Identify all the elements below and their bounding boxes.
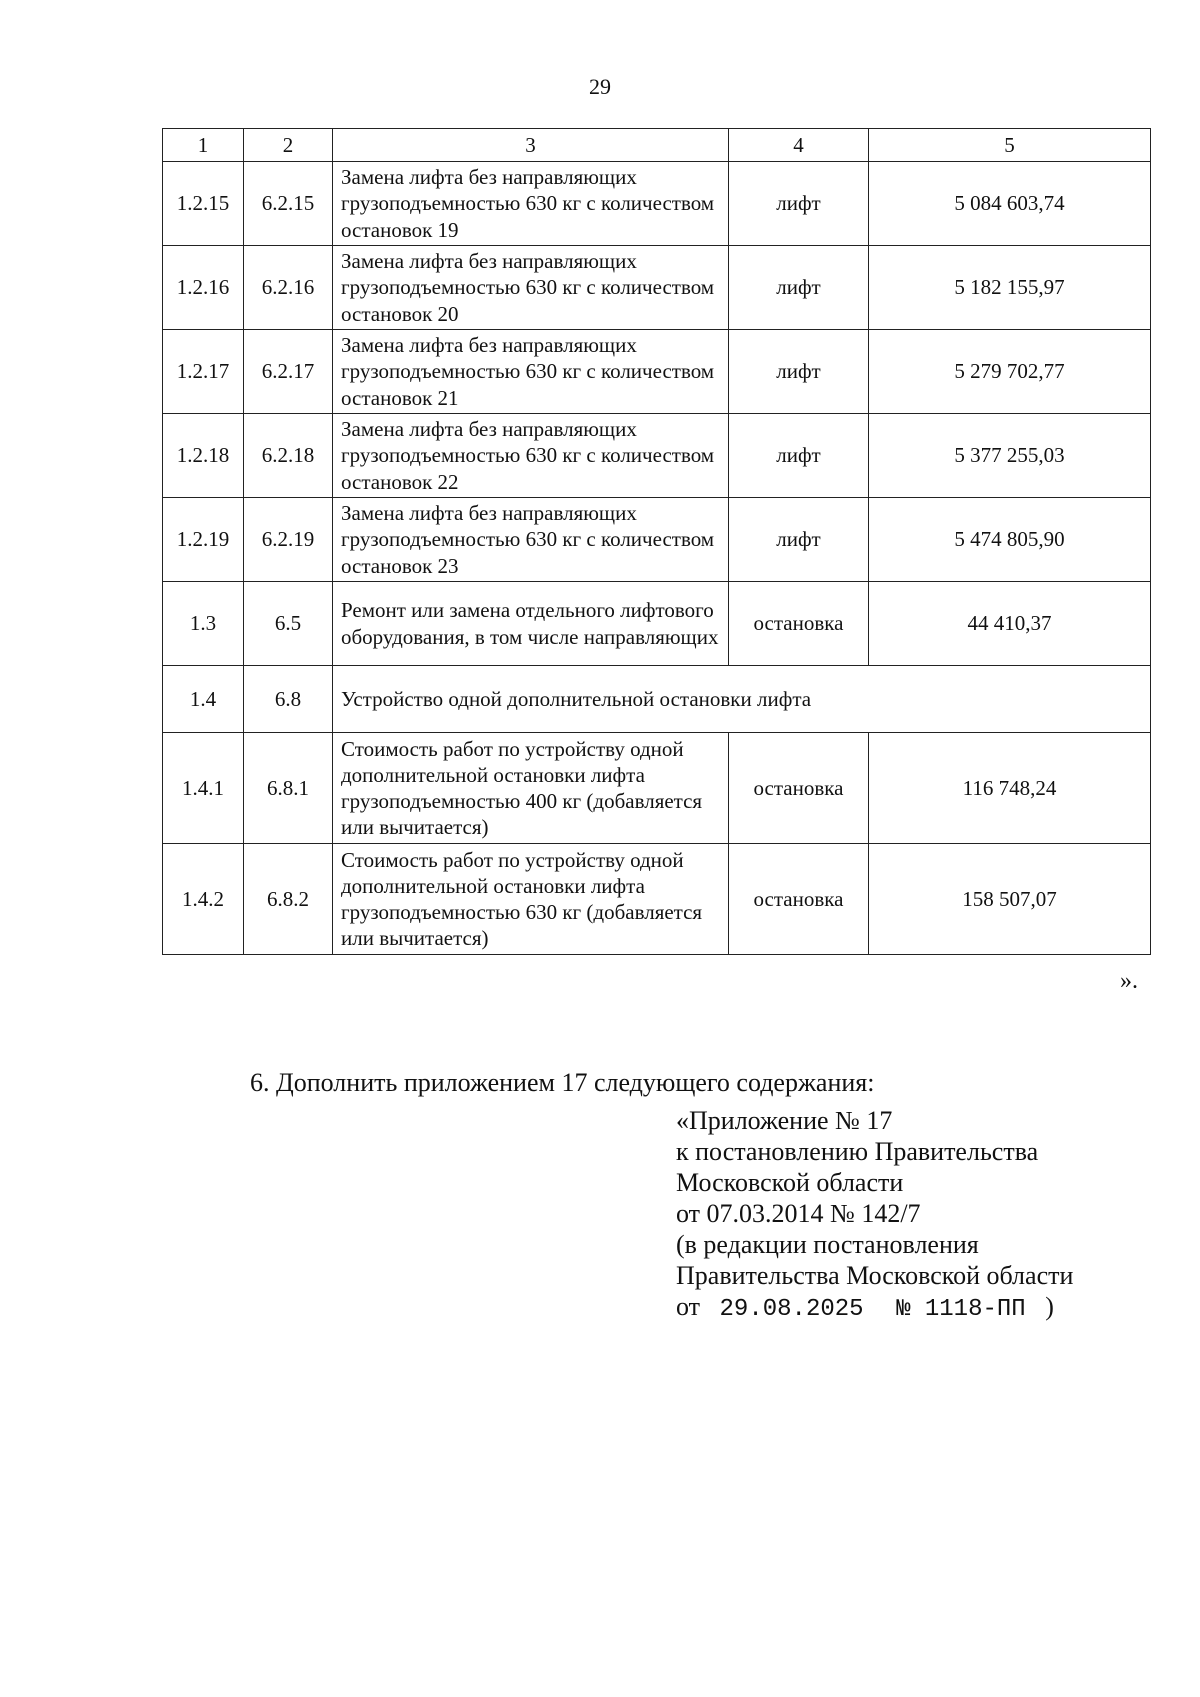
price-cell: 44 410,37 xyxy=(869,582,1151,666)
table-row xyxy=(163,582,1151,666)
appendix-line: от 07.03.2014 № 142/7 xyxy=(676,1199,921,1228)
description-cell: Замена лифта без направляющих грузоподъемностью 630 кг с количеством остановок 23 xyxy=(333,498,729,582)
code-cell: 6.8.2 xyxy=(244,844,333,955)
unit-cell: лифт xyxy=(729,330,869,414)
table-row xyxy=(163,246,1151,330)
price-cell: 5 279 702,77 xyxy=(869,330,1151,414)
appendix-line: (в редакции постановления xyxy=(676,1230,979,1259)
row-number-cell: 1.4.1 xyxy=(163,733,244,844)
code-cell: 6.2.16 xyxy=(244,246,333,330)
price-cell: 116 748,24 xyxy=(869,733,1151,844)
stamped-date: 29.08.2025 xyxy=(719,1296,864,1323)
unit-cell: остановка xyxy=(729,733,869,844)
row-number-cell: 1.3 xyxy=(163,582,244,666)
table-row xyxy=(163,414,1151,498)
price-cell: 5 377 255,03 xyxy=(869,414,1151,498)
description-cell: Ремонт или замена отдельного лифтового оборудования, в том числе направляющих xyxy=(333,582,729,666)
appendix-header xyxy=(676,1105,1073,1325)
description-cell: Замена лифта без направляющих грузоподъемностью 630 кг с количеством остановок 21 xyxy=(333,330,729,414)
row-number-cell: 1.2.17 xyxy=(163,330,244,414)
table-header-row xyxy=(163,129,1151,162)
row-number-cell: 1.2.18 xyxy=(163,414,244,498)
unit-cell: остановка xyxy=(729,582,869,666)
table-row xyxy=(163,844,1151,955)
unit-cell: лифт xyxy=(729,162,869,246)
row-number-cell: 1.2.19 xyxy=(163,498,244,582)
price-cell: 5 182 155,97 xyxy=(869,246,1151,330)
date-prefix: от xyxy=(676,1292,701,1321)
appendix-line: Правительства Московской области xyxy=(676,1261,1074,1290)
table-row xyxy=(163,498,1151,582)
description-cell: Замена лифта без направляющих грузоподъемностью 630 кг с количеством остановок 20 xyxy=(333,246,729,330)
code-cell: 6.8 xyxy=(244,666,333,733)
description-cell: Замена лифта без направляющих грузоподъемностью 630 кг с количеством остановок 22 xyxy=(333,414,729,498)
code-cell: 6.2.15 xyxy=(244,162,333,246)
code-cell: 6.2.18 xyxy=(244,414,333,498)
appendix-line-date xyxy=(676,1291,1073,1325)
row-number-cell: 1.2.15 xyxy=(163,162,244,246)
description-cell: Стоимость работ по устройству одной дополнительной остановки лифта грузоподъемностью 630 кг (добавляется или вычитается) xyxy=(333,844,729,955)
table-row xyxy=(163,162,1151,246)
stamped-number: № 1118-ПП xyxy=(896,1296,1026,1323)
appendix-line: Московской области xyxy=(676,1168,904,1197)
table-row xyxy=(163,666,1151,733)
price-cell: 5 084 603,74 xyxy=(869,162,1151,246)
unit-cell: лифт xyxy=(729,246,869,330)
code-cell: 6.2.19 xyxy=(244,498,333,582)
description-cell: Стоимость работ по устройству одной дополнительной остановки лифта грузоподъемностью 400 кг (добавляется или вычитается) xyxy=(333,733,729,844)
section-title-cell: Устройство одной дополнительной остановки лифта xyxy=(333,666,1151,733)
page-number: 29 xyxy=(589,74,611,99)
row-number-cell: 1.2.16 xyxy=(163,246,244,330)
row-number-cell: 1.4.2 xyxy=(163,844,244,955)
price-cell: 5 474 805,90 xyxy=(869,498,1151,582)
table-row xyxy=(163,733,1151,844)
unit-cell: остановка xyxy=(729,844,869,955)
header-cell: 3 xyxy=(333,129,729,162)
code-cell: 6.2.17 xyxy=(244,330,333,414)
appendix-line: «Приложение № 17 xyxy=(676,1106,893,1135)
description-cell: Замена лифта без направляющих грузоподъемностью 630 кг с количеством остановок 19 xyxy=(333,162,729,246)
price-table xyxy=(162,128,1151,955)
amendment-paragraph: 6. Дополнить приложением 17 следующего содержания: xyxy=(250,1068,875,1097)
closing-quote: ». xyxy=(1120,968,1138,994)
unit-cell: лифт xyxy=(729,498,869,582)
header-cell: 2 xyxy=(244,129,333,162)
code-cell: 6.8.1 xyxy=(244,733,333,844)
date-suffix: ) xyxy=(1045,1292,1054,1321)
header-cell: 4 xyxy=(729,129,869,162)
unit-cell: лифт xyxy=(729,414,869,498)
row-number-cell: 1.4 xyxy=(163,666,244,733)
header-cell: 5 xyxy=(869,129,1151,162)
appendix-line: к постановлению Правительства xyxy=(676,1137,1039,1166)
header-cell: 1 xyxy=(163,129,244,162)
code-cell: 6.5 xyxy=(244,582,333,666)
price-cell: 158 507,07 xyxy=(869,844,1151,955)
table-row xyxy=(163,330,1151,414)
